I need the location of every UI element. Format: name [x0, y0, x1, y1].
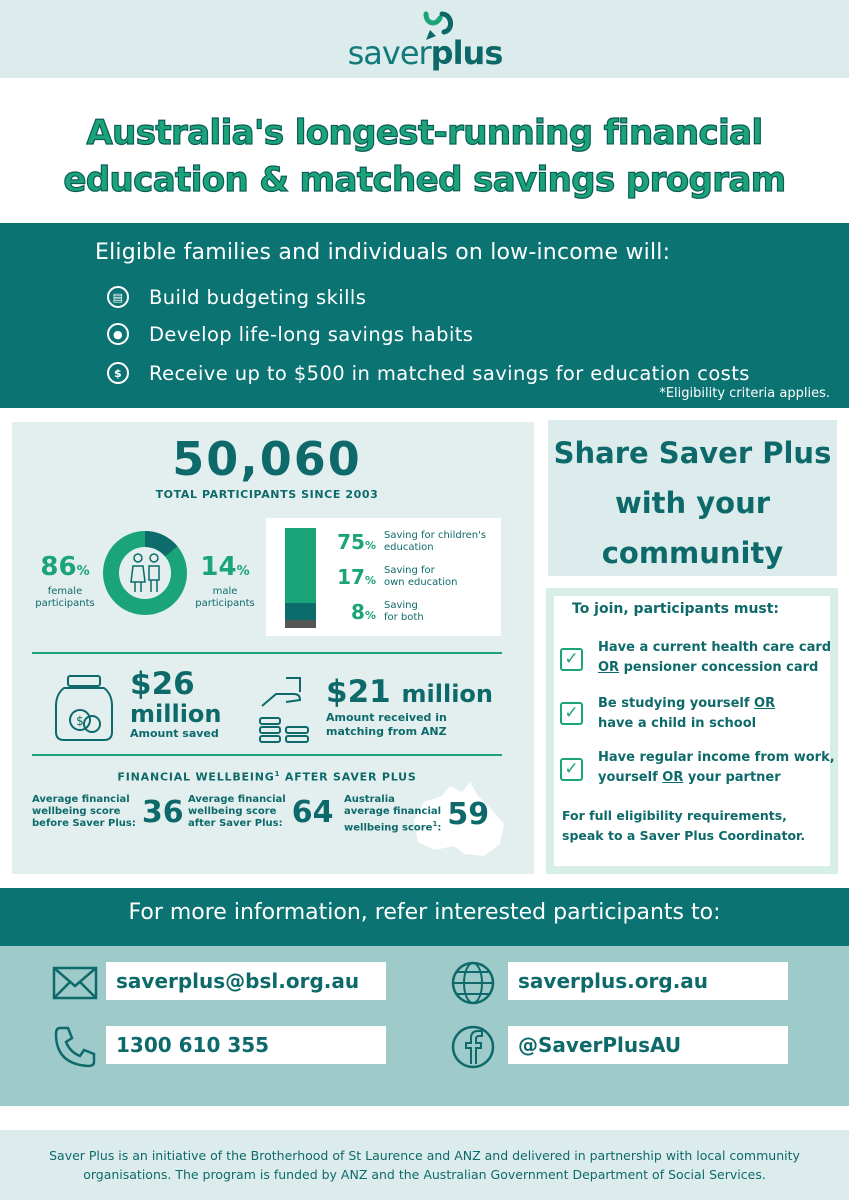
breakdown-pct-sign: % — [364, 539, 376, 552]
logo-saver: saver — [347, 34, 431, 72]
eligibility-item — [107, 359, 750, 387]
amount-saved — [130, 668, 222, 741]
male-label-1: male — [212, 586, 238, 597]
matched-amount: $21 — [326, 674, 391, 710]
wellbeing-label: wellbeing score — [188, 806, 277, 817]
globe-icon — [450, 960, 496, 1006]
requirement-text: Have a current health care card — [598, 640, 832, 655]
eligibility-item — [107, 320, 473, 348]
male-pct-sign: % — [236, 564, 250, 579]
checkbox-checked-icon: ✓ — [560, 648, 583, 671]
certificate-icon: ▤ — [107, 286, 129, 308]
footer-text: Saver Plus is an initiative of the Brotherhood of St Laurence and ANZ and delivered in partnership with local community organisations. The program is funded by ANZ and the Australian Government Department of Social Services. — [49, 1148, 800, 1182]
wellbeing-label: Average financial — [188, 794, 286, 805]
logo-plus: plus — [430, 34, 503, 72]
wellbeing-title-sup: 1 — [274, 770, 281, 778]
wellbeing-title-post: AFTER SAVER PLUS — [280, 770, 417, 784]
dollar-icon: $ — [107, 362, 129, 384]
breakdown-pct: 75 — [337, 530, 365, 554]
email-icon — [52, 960, 98, 1006]
website-link[interactable]: saverplus.org.au — [508, 962, 788, 1000]
requirement-text: your partner — [683, 770, 781, 785]
saved-unit: million — [130, 700, 222, 728]
breakdown-bar-both — [285, 620, 316, 628]
wellbeing-label: wellbeing score — [344, 822, 433, 834]
breakdown-label: Saving — [384, 600, 418, 611]
wellbeing-before — [32, 794, 184, 830]
male-stat — [190, 552, 260, 610]
breakdown-row — [332, 530, 504, 554]
wellbeing-australia — [344, 794, 489, 834]
male-label-2: participants — [195, 598, 255, 609]
requirement-text: Be studying yourself — [598, 696, 755, 711]
wellbeing-score: 36 — [141, 794, 184, 830]
wellbeing-score: 59 — [447, 796, 490, 832]
headline-line1: Australia's longest-running financial — [86, 113, 763, 153]
female-pct-sign: % — [76, 564, 90, 579]
requirement-item — [598, 694, 838, 734]
female-stat — [30, 552, 100, 610]
wellbeing-label: after Saver Plus: — [188, 818, 283, 829]
breakdown-bar-children — [285, 528, 316, 603]
breakdown-pct-sign: % — [364, 574, 376, 587]
divider — [32, 754, 502, 756]
eligibility-item-label: Build budgeting skills — [149, 285, 367, 309]
requirement-or: OR — [662, 770, 684, 785]
hand-coins-icon — [256, 672, 320, 744]
wellbeing-label: Australia — [344, 794, 395, 805]
amount-matched — [326, 676, 493, 739]
eligibility-item — [107, 283, 366, 311]
requirement-text: pensioner concession card — [619, 660, 819, 675]
share-heading — [548, 428, 837, 578]
female-person-icon — [134, 554, 142, 562]
svg-text:$: $ — [76, 714, 84, 728]
requirement-or: OR — [598, 660, 620, 675]
requirement-text: Have regular income from work, — [598, 750, 835, 765]
join-title: To join, participants must: — [572, 601, 780, 617]
wellbeing-sup: 1 — [432, 820, 438, 828]
piggy-bank-icon: ● — [107, 323, 129, 345]
breakdown-label: education — [384, 542, 434, 553]
breakdown-bar-own — [285, 603, 316, 620]
requirement-item — [598, 638, 838, 678]
share-line2: with your — [614, 486, 771, 520]
email-link[interactable]: saverplus@bsl.org.au — [106, 962, 386, 1000]
female-pct: 86 — [40, 552, 77, 582]
wellbeing-score: 64 — [291, 794, 334, 830]
wellbeing-after — [188, 794, 333, 830]
logo-wordmark — [340, 34, 510, 72]
requirement-text: have a child in school — [598, 716, 757, 731]
checkbox-checked-icon: ✓ — [560, 758, 583, 781]
requirement-item — [598, 748, 838, 788]
breakdown-label: own education — [384, 577, 458, 588]
share-line3: community — [601, 536, 784, 570]
saved-amount: $26 — [130, 666, 195, 702]
headline-line2: education & matched savings program — [63, 160, 786, 200]
checkbox-checked-icon: ✓ — [560, 702, 583, 725]
breakdown-label: Saving for — [384, 565, 435, 576]
phone-number[interactable]: 1300 610 355 — [106, 1026, 386, 1064]
wellbeing-label: average financial — [344, 806, 442, 817]
breakdown-row — [332, 600, 504, 624]
join-footer: For full eligibility requirements, speak to a Saver Plus Coordinator. — [562, 808, 806, 843]
requirement-text: yourself — [598, 770, 663, 785]
male-person-icon — [150, 554, 158, 562]
matched-label-1: Amount received in — [326, 711, 447, 724]
gender-donut-chart — [102, 530, 188, 616]
female-label-1: female — [47, 586, 83, 597]
breakdown-pct: 8 — [351, 600, 365, 624]
breakdown-label: Saving for children's — [384, 530, 487, 541]
requirement-or: OR — [754, 696, 776, 711]
breakdown-pct: 17 — [337, 565, 365, 589]
facebook-link[interactable]: @SaverPlusAU — [508, 1026, 788, 1064]
info-heading: For more information, refer interested participants to: — [128, 900, 721, 925]
breakdown-pct-sign: % — [364, 609, 376, 622]
eligibility-intro: Eligible families and individuals on low-income will: — [95, 240, 671, 265]
matched-label-2: matching from ANZ — [326, 725, 447, 738]
wellbeing-title-pre: FINANCIAL WELLBEING — [117, 770, 275, 784]
facebook-icon — [450, 1024, 496, 1070]
breakdown-row — [332, 565, 504, 589]
saved-label: Amount saved — [130, 727, 219, 740]
total-participants: 50,060 — [172, 432, 362, 486]
eligibility-item-label: Receive up to $500 in matched savings for education costs — [149, 361, 750, 385]
headline — [40, 110, 809, 204]
eligibility-item-label: Develop life-long savings habits — [149, 322, 474, 346]
breakdown-label: for both — [384, 612, 424, 623]
female-label-2: participants — [35, 598, 95, 609]
wellbeing-label: wellbeing score — [32, 806, 121, 817]
matched-unit: million — [401, 680, 494, 708]
divider — [32, 652, 502, 654]
eligibility-note: *Eligibility criteria applies. — [659, 386, 830, 401]
share-line1: Share Saver Plus — [553, 436, 832, 470]
wellbeing-label: before Saver Plus: — [32, 818, 136, 829]
wellbeing-label: Average financial — [32, 794, 130, 805]
phone-icon — [52, 1024, 98, 1070]
male-pct: 14 — [200, 552, 237, 582]
total-participants-label: TOTAL PARTICIPANTS SINCE 2003 — [155, 488, 379, 501]
savings-jar-icon — [52, 672, 116, 744]
wellbeing-colon: : — [437, 822, 442, 834]
